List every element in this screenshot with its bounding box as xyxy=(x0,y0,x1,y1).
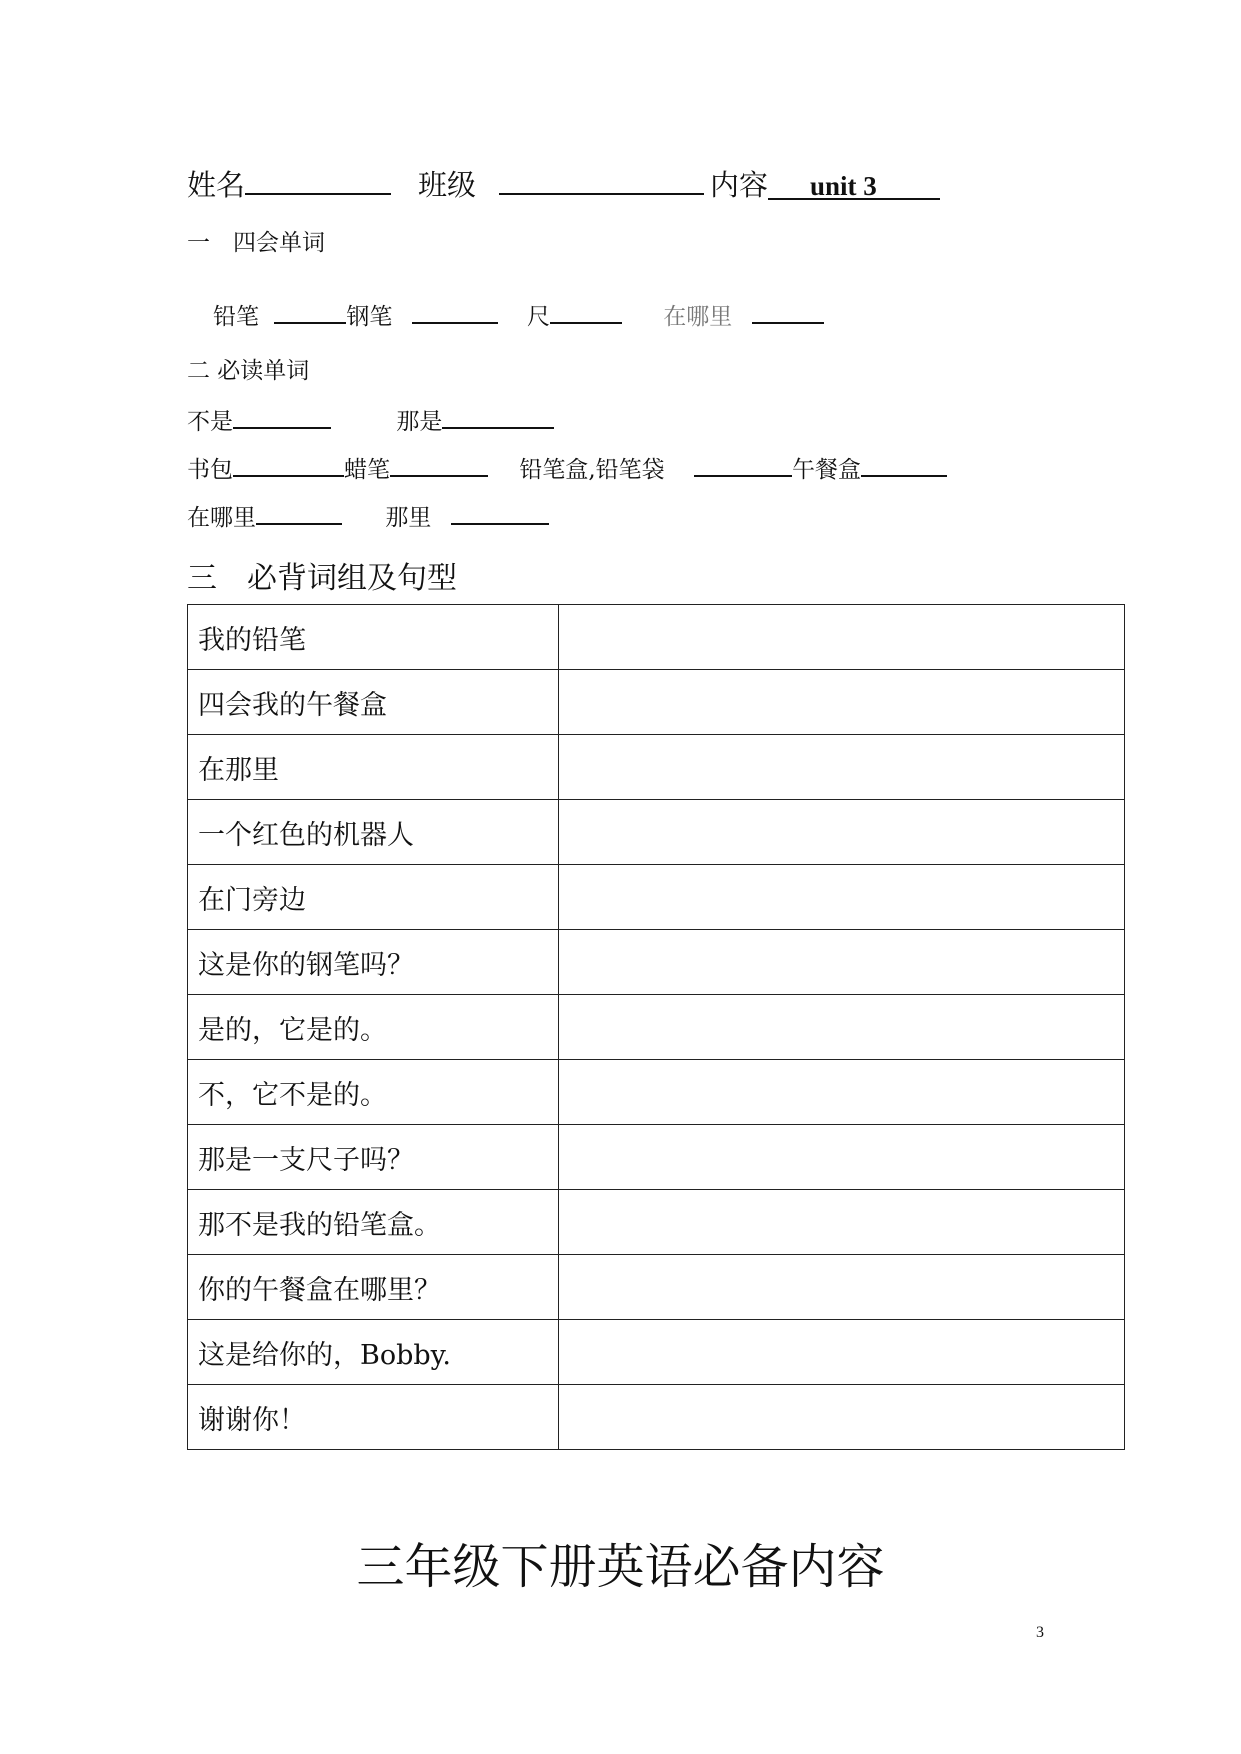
phrase-cell: 那是一支尺子吗？ xyxy=(188,1125,559,1190)
table-row xyxy=(188,735,1125,800)
section1-word-row xyxy=(213,296,824,331)
table-row xyxy=(188,605,1125,670)
word-schoolbag: 书包 xyxy=(187,457,233,483)
table-row xyxy=(188,1385,1125,1450)
blank-pen[interactable] xyxy=(412,296,498,324)
word-where: 在哪里 xyxy=(663,304,733,330)
blank-pencilcase[interactable] xyxy=(694,449,792,477)
blank-lunchbox[interactable] xyxy=(861,449,947,477)
word-there: 那里 xyxy=(385,505,432,531)
phrase-table xyxy=(187,604,1125,1450)
section2-title: 二 必读单词 xyxy=(187,358,310,384)
blank-crayon[interactable] xyxy=(390,449,488,477)
answer-cell[interactable] xyxy=(559,1320,1125,1385)
word-crayon: 蜡笔 xyxy=(344,457,390,483)
table-row xyxy=(188,865,1125,930)
phrase-cell: 在门旁边 xyxy=(188,865,559,930)
word-isnt: 不是 xyxy=(187,409,233,435)
table-row xyxy=(188,1190,1125,1255)
answer-cell[interactable] xyxy=(559,800,1125,865)
phrase-cell: 这是给你的，Bobby. xyxy=(188,1320,559,1385)
answer-cell[interactable] xyxy=(559,1385,1125,1450)
phrase-cell: 我的铅笔 xyxy=(188,605,559,670)
answer-cell[interactable] xyxy=(559,670,1125,735)
page-number: 3 xyxy=(1036,1624,1044,1641)
table-row xyxy=(188,1320,1125,1385)
section3-title: 三 必背词组及句型 xyxy=(187,561,457,596)
blank-where2[interactable] xyxy=(256,497,342,525)
answer-cell[interactable] xyxy=(559,1190,1125,1255)
phrase-cell: 是的，它是的。 xyxy=(188,995,559,1060)
class-field xyxy=(418,163,704,204)
name-field xyxy=(187,163,391,204)
word-where2: 在哪里 xyxy=(187,505,256,531)
answer-cell[interactable] xyxy=(559,735,1125,800)
answer-cell[interactable] xyxy=(559,1255,1125,1320)
section2-row2 xyxy=(187,449,947,484)
word-lunchbox: 午餐盒 xyxy=(791,457,861,483)
content-value: unit 3 xyxy=(810,171,877,201)
phrase-cell: 在那里 xyxy=(188,735,559,800)
answer-cell[interactable] xyxy=(559,930,1125,995)
word-ruler: 尺 xyxy=(526,304,550,330)
phrase-cell: 谢谢你！ xyxy=(188,1385,559,1450)
content-blank xyxy=(768,168,940,200)
table-row xyxy=(188,800,1125,865)
section2-row1 xyxy=(187,401,554,436)
name-label: 姓名 xyxy=(187,168,246,202)
answer-cell[interactable] xyxy=(559,1060,1125,1125)
blank-where[interactable] xyxy=(752,296,824,324)
answer-cell[interactable] xyxy=(559,605,1125,670)
blank-thats[interactable] xyxy=(442,401,554,429)
class-blank[interactable] xyxy=(499,163,704,195)
word-pencil: 铅笔 xyxy=(213,304,259,330)
class-label: 班级 xyxy=(418,168,477,202)
phrase-cell: 你的午餐盒在哪里？ xyxy=(188,1255,559,1320)
answer-cell[interactable] xyxy=(559,1125,1125,1190)
word-pen: 钢笔 xyxy=(346,304,393,330)
table-row xyxy=(188,670,1125,735)
table-row xyxy=(188,1060,1125,1125)
blank-schoolbag[interactable] xyxy=(233,449,344,477)
blank-pencil[interactable] xyxy=(274,296,346,324)
table-row xyxy=(188,1255,1125,1320)
blank-isnt[interactable] xyxy=(233,401,331,429)
content-label: 内容 xyxy=(710,168,769,202)
answer-cell[interactable] xyxy=(559,865,1125,930)
page-title: 三年级下册英语必备内容 xyxy=(356,1539,885,1595)
phrase-cell: 那不是我的铅笔盒。 xyxy=(188,1190,559,1255)
word-thats: 那是 xyxy=(396,409,443,435)
blank-there[interactable] xyxy=(451,497,549,525)
answer-cell[interactable] xyxy=(559,995,1125,1060)
phrase-cell: 四会我的午餐盒 xyxy=(188,670,559,735)
blank-ruler[interactable] xyxy=(550,296,622,324)
phrase-cell: 一个红色的机器人 xyxy=(188,800,559,865)
section2-row3 xyxy=(187,497,549,532)
section1-title: 一 四会单词 xyxy=(187,230,325,256)
phrase-cell: 不，它不是的。 xyxy=(188,1060,559,1125)
content-field xyxy=(710,163,940,204)
table-row xyxy=(188,1125,1125,1190)
table-row xyxy=(188,930,1125,995)
name-blank[interactable] xyxy=(245,163,391,195)
word-pencilcase: 铅笔盒,铅笔袋 xyxy=(519,457,665,483)
table-row xyxy=(188,995,1125,1060)
phrase-cell: 这是你的钢笔吗？ xyxy=(188,930,559,995)
